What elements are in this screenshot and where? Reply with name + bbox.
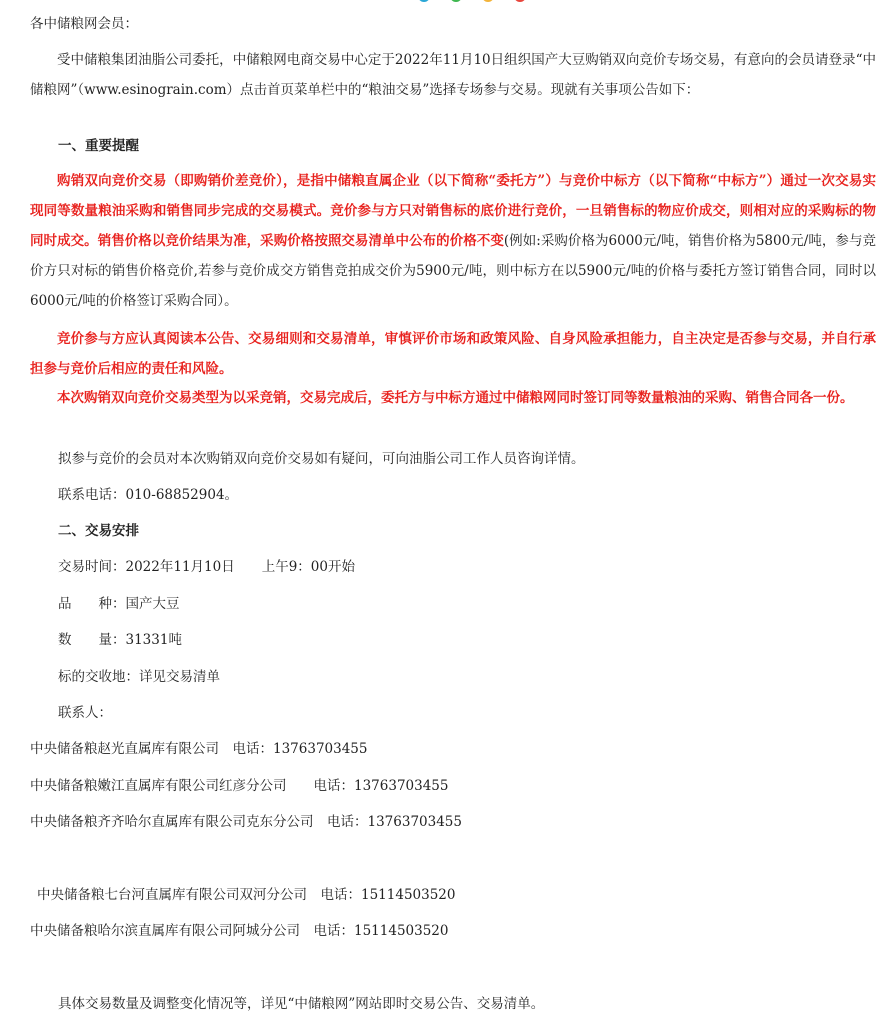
green-dot-icon: [450, 0, 462, 2]
transaction-rule-paragraph: [30, 166, 876, 316]
risk-warning-paragraph: 竞价参与方应认真阅读本公告、交易细则和交易清单，审慎评价市场和政策风险、自身风险承担能力，自主决定是否参与交易，并自行承担参与竞价后相应的责任和风险。: [30, 331, 876, 377]
red-dot-icon: [514, 0, 526, 2]
contact-item: 中央储备粮嫩江直属库有限公司红彦分公司 电话：13763703455: [30, 778, 449, 794]
contact-hotline: 联系电话：010-68852904。: [58, 487, 239, 503]
delivery-location: 标的交收地：详见交易清单: [58, 669, 220, 685]
intro-paragraph: 受中储粮集团油脂公司委托，中储粮网电商交易中心定于2022年11月10日组织国产大豆购销双向竞价专场交易，有意向的会员请登录“中储粮网”（www.esinograin.com）点击首页菜单栏中的“粮油交易”选择专场参与交易。现就有关事项公告如下：: [30, 52, 876, 98]
variety: 品 种：国产大豆: [58, 596, 180, 612]
contact-item: 中央储备粮齐齐哈尔直属库有限公司克东分公司 电话：13763703455: [30, 814, 462, 830]
closing-note: 具体交易数量及调整变化情况等，详见“中储粮网”网站即时交易公告、交易清单。: [58, 996, 545, 1012]
contact-item: 中央储备粮哈尔滨直属库有限公司阿城分公司 电话：15114503520: [30, 923, 449, 939]
trade-time: 交易时间：2022年11月10日 上午9：00开始: [58, 559, 355, 575]
section1-heading: 一、重要提醒: [58, 138, 139, 154]
contacts-label: 联系人：: [58, 705, 112, 721]
section2-heading: 二、交易安排: [58, 523, 139, 539]
inquiry-text: 拟参与竞价的会员对本次购销双向竞价交易如有疑问，可向油脂公司工作人员咨询详情。: [58, 451, 585, 467]
yellow-dot-icon: [482, 0, 494, 2]
quantity: 数 量：31331吨: [58, 632, 182, 648]
salutation: 各中储粮网会员：: [30, 16, 138, 32]
transaction-rule-example: (例如:采购价格为6000元/吨，销售价格为5800元/吨，参与竞价方只对标的销售价格竞价,若参与竞价成交方销售竞拍成交价为5900元/吨，则中标方在以5900元/吨的价格与委托方签订销售合同，同时以6000元/吨的价格签订采购合同）。: [30, 233, 877, 309]
transaction-rule-emphasis: 购销双向竞价交易（即购销价差竞价），是指中储粮直属企业（以下简称“委托方”）与竞价中标方（以下简称“中标方”）通过一次交易实现同等数量粮油采购和销售同步完成的交易模式。竞价参与方只对销售标的底价进行竞价，一旦销售标的物应价成交，则相对应的采购标的物同时成交。销售价格以竞价结果为准，采购价格按照交易清单中公布的价格不变: [30, 173, 876, 249]
contact-item: 中央储备粮赵光直属库有限公司 电话：13763703455: [30, 741, 368, 757]
contact-item: 中央储备粮七台河直属库有限公司双河分公司 电话：15114503520: [37, 887, 456, 903]
trade-type-paragraph: 本次购销双向竞价交易类型为以采竞销，交易完成后，委托方与中标方通过中储粮网同时签订同等数量粮油的采购、销售合同各一份。: [57, 390, 854, 406]
blue-dot-icon: [418, 0, 430, 2]
